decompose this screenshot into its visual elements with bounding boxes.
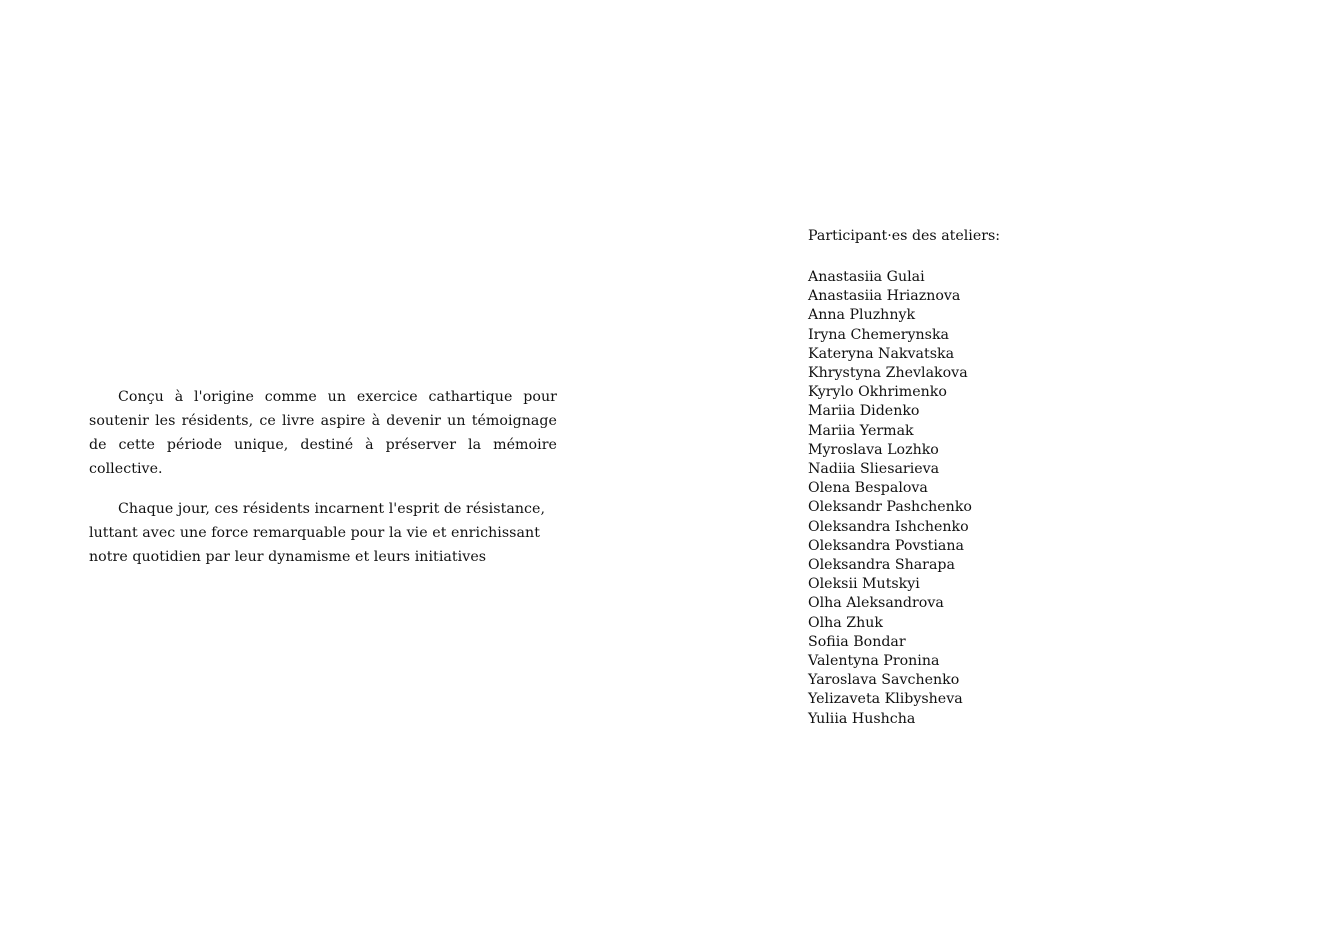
list-item: Anna Pluzhnyk bbox=[808, 307, 916, 324]
left-text-column bbox=[89, 385, 557, 569]
list-item: Nadiia Sliesarieva bbox=[808, 461, 940, 478]
list-item: Iryna Chemerynska bbox=[808, 326, 950, 343]
list-item: Yaroslava Savchenko bbox=[808, 672, 960, 689]
list-item: Valentyna Pronina bbox=[808, 653, 940, 670]
list-item: Yelizaveta Klibysheva bbox=[808, 691, 963, 708]
list-item: Oleksandra Povstiana bbox=[808, 537, 964, 554]
list-item: Mariia Didenko bbox=[808, 403, 920, 420]
list-item: Yuliia Hushcha bbox=[808, 710, 916, 727]
list-item: Oleksandra Ishchenko bbox=[808, 518, 969, 535]
list-item: Olena Bespalova bbox=[808, 480, 928, 497]
list-item: Khrystyna Zhevlakova bbox=[808, 365, 968, 382]
participants-heading: Participant·es des ateliers: bbox=[808, 228, 1001, 244]
list-item: Olha Aleksandrova bbox=[808, 595, 944, 612]
list-item: Oleksii Mutskyi bbox=[808, 576, 920, 593]
list-item: Oleksandr Pashchenko bbox=[808, 499, 972, 516]
list-item: Olha Zhuk bbox=[808, 614, 884, 631]
list-item: Anastasiia Hriaznova bbox=[808, 288, 961, 305]
list-item: Oleksandra Sharapa bbox=[808, 557, 955, 574]
participants-column bbox=[808, 227, 1228, 729]
list-item: Anastasiia Gulai bbox=[808, 269, 925, 285]
list-item: Sofiia Bondar bbox=[808, 633, 906, 650]
body-paragraph-2: Chaque jour, ces résidents incarnent l'esprit de résistance, luttant avec une force remarquable pour la vie et enrichissant notre quotidien par leur dynamisme et leurs initiatives bbox=[89, 501, 546, 565]
list-item: Myroslava Lozhko bbox=[808, 441, 939, 458]
list-item: Kateryna Nakvatska bbox=[808, 345, 955, 362]
participants-list bbox=[808, 268, 1228, 729]
body-paragraph-1: Conçu à l'origine comme un exercice cathartique pour soutenir les résidents, ce livre aspire à devenir un témoignage de cette période unique, destiné à préserver la mémoire collective. bbox=[89, 389, 557, 477]
list-item: Mariia Yermak bbox=[808, 422, 914, 439]
list-item: Kyrylo Okhrimenko bbox=[808, 384, 947, 401]
